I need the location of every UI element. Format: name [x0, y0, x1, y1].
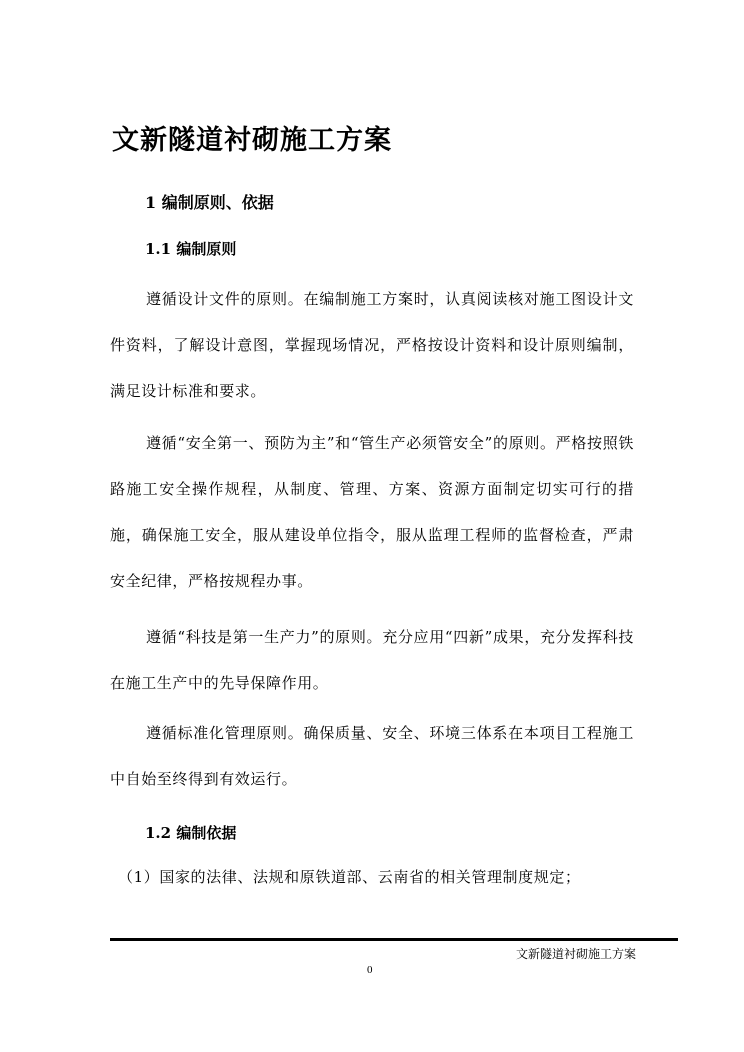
page-number: 0 — [367, 964, 373, 976]
paragraph-safety-principle: 遵循“安全第一、预防为主”和“管生产必须管安全”的原则。严格按照铁路施工安全操作规程，从制度、管理、方案、资源方面制定切实可行的措施，确保施工安全，服从建设单位指令，服从监理工程师的监督检查，严肃安全纪律，严格按规程办事。 — [110, 434, 634, 590]
subsection-heading-1-1: 1.1 编制原则 — [145, 240, 237, 258]
paragraph-design-principle: 遵循设计文件的原则。在编制施工方案时，认真阅读核对施工图设计文件资料，了解设计意图，掌握现场情况，严格按设计资料和设计原则编制，满足设计标准和要求。 — [110, 290, 634, 400]
basis-list-item: （1）国家的法律、法规和原铁道部、云南省的相关管理制度规定； — [118, 868, 581, 886]
section-heading-1: 1 编制原则、依据 — [145, 193, 274, 212]
paragraph-standardization-principle: 遵循标准化管理原则。确保质量、安全、环境三体系在本项目工程施工中自始至终得到有效运行。 — [110, 724, 634, 788]
paragraph-technology-principle: 遵循“科技是第一生产力”的原则。充分应用“四新”成果，充分发挥科技在施工生产中的先导保障作用。 — [110, 628, 634, 692]
footer-divider — [110, 938, 678, 941]
document-title: 文新隧道衬砌施工方案 — [112, 125, 392, 156]
footer-document-title: 文新隧道衬砌施工方案 — [515, 947, 636, 961]
subsection-heading-1-2: 1.2 编制依据 — [145, 824, 237, 842]
